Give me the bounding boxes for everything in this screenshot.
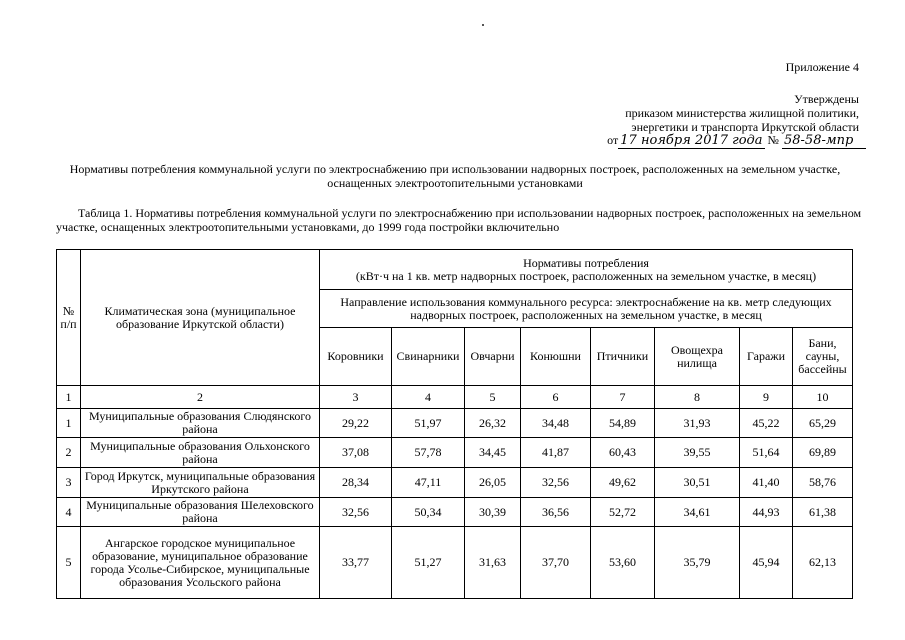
table-row bbox=[57, 438, 853, 468]
row-num: 2 bbox=[57, 438, 81, 468]
row-num: 1 bbox=[57, 409, 81, 438]
table-row bbox=[57, 498, 853, 527]
row-value: 36,56 bbox=[521, 498, 591, 527]
row-value: 45,22 bbox=[740, 409, 793, 438]
order-date: 17 ноября 2017 года bbox=[620, 133, 763, 148]
header-building: Птичники bbox=[591, 328, 655, 386]
row-zone: Ангарское городское муниципальное образование, муниципальное образование города Усолье-Сибирское, муниципальные образования Усольского района bbox=[81, 527, 320, 599]
header-building: Бани, сауны, бассейны bbox=[793, 328, 853, 386]
header-norms-line-1: Нормативы потребления bbox=[523, 255, 649, 270]
row-value: 47,11 bbox=[392, 468, 465, 498]
row-value: 53,60 bbox=[591, 527, 655, 599]
header-direction: Направление использования коммунального ресурса: электроснабжение на кв. метр следующих надворных построек, расположенных на земельном участке, в месяц bbox=[320, 290, 853, 328]
row-value: 37,08 bbox=[320, 438, 392, 468]
norms-table bbox=[56, 249, 853, 599]
row-value: 52,72 bbox=[591, 498, 655, 527]
order-from-label: от bbox=[607, 133, 619, 147]
row-value: 35,79 bbox=[655, 527, 740, 599]
row-value: 26,05 bbox=[465, 468, 521, 498]
table-row bbox=[57, 409, 853, 438]
row-zone: Муниципальные образования Ольхонского района bbox=[81, 438, 320, 468]
row-value: 30,51 bbox=[655, 468, 740, 498]
column-number: 10 bbox=[793, 386, 853, 409]
scan-dot bbox=[482, 24, 484, 26]
row-value: 34,61 bbox=[655, 498, 740, 527]
approved-label: Утверждены bbox=[794, 92, 859, 106]
header-building: Овощехра нилища bbox=[655, 328, 740, 386]
approved-by-line-1: приказом министерства жилищной политики, bbox=[625, 106, 859, 120]
row-value: 45,94 bbox=[740, 527, 793, 599]
header-zone: Климатическая зона (муниципальное образование Иркутской области) bbox=[81, 250, 320, 386]
column-number: 7 bbox=[591, 386, 655, 409]
row-value: 50,34 bbox=[392, 498, 465, 527]
row-value: 65,29 bbox=[793, 409, 853, 438]
row-value: 39,55 bbox=[655, 438, 740, 468]
row-value: 49,62 bbox=[591, 468, 655, 498]
row-value: 61,38 bbox=[793, 498, 853, 527]
document-title: Нормативы потребления коммунальной услуги по электроснабжению при использовании надворных построек, расположенных на земельном участке, оснащенных электроотопительными установками bbox=[69, 162, 841, 190]
row-value: 34,48 bbox=[521, 409, 591, 438]
row-value: 57,78 bbox=[392, 438, 465, 468]
order-line bbox=[600, 133, 866, 153]
row-num: 3 bbox=[57, 468, 81, 498]
row-value: 41,87 bbox=[521, 438, 591, 468]
column-number: 6 bbox=[521, 386, 591, 409]
row-value: 26,32 bbox=[465, 409, 521, 438]
row-value: 62,13 bbox=[793, 527, 853, 599]
row-value: 60,43 bbox=[591, 438, 655, 468]
table-row bbox=[57, 527, 853, 599]
row-value: 69,89 bbox=[793, 438, 853, 468]
row-value: 51,64 bbox=[740, 438, 793, 468]
column-number: 1 bbox=[57, 386, 81, 409]
column-number: 4 bbox=[392, 386, 465, 409]
table-caption: Таблица 1. Нормативы потребления коммунальной услуги по электроснабжению при использовании надворных построек, расположенных на земельном участке, оснащенных электроотопительными установками, до 1999 года постройки включительно bbox=[56, 206, 862, 234]
row-num: 4 bbox=[57, 498, 81, 527]
row-value: 31,93 bbox=[655, 409, 740, 438]
column-number: 5 bbox=[465, 386, 521, 409]
row-value: 29,22 bbox=[320, 409, 392, 438]
row-value: 41,40 bbox=[740, 468, 793, 498]
approved-by-line-2: энергетики и транспорта Иркутской области bbox=[631, 120, 859, 134]
row-value: 32,56 bbox=[320, 498, 392, 527]
order-number-prefix: № bbox=[767, 133, 779, 147]
header-building: Коровники bbox=[320, 328, 392, 386]
appendix-label: Приложение 4 bbox=[785, 60, 859, 74]
header-building: Свинарники bbox=[392, 328, 465, 386]
table-row bbox=[57, 468, 853, 498]
row-value: 31,63 bbox=[465, 527, 521, 599]
column-number: 8 bbox=[655, 386, 740, 409]
approval-block bbox=[560, 92, 859, 134]
row-zone: Муниципальные образования Слюдянского района bbox=[81, 409, 320, 438]
header-building: Гаражи bbox=[740, 328, 793, 386]
row-value: 33,77 bbox=[320, 527, 392, 599]
header-norms-line-2: (кВт·ч на 1 кв. метр надворных построек, расположенных на земельном участке, в месяц) bbox=[355, 268, 817, 283]
row-value: 32,56 bbox=[521, 468, 591, 498]
header-building: Овчарни bbox=[465, 328, 521, 386]
header-num: № п/п bbox=[57, 250, 81, 386]
order-number: 58-58-мпр bbox=[782, 133, 866, 149]
row-zone: Муниципальные образования Шелеховского района bbox=[81, 498, 320, 527]
column-number: 2 bbox=[81, 386, 320, 409]
column-number: 3 bbox=[320, 386, 392, 409]
row-value: 51,97 bbox=[392, 409, 465, 438]
column-number: 9 bbox=[740, 386, 793, 409]
row-value: 54,89 bbox=[591, 409, 655, 438]
row-value: 51,27 bbox=[392, 527, 465, 599]
row-num: 5 bbox=[57, 527, 81, 599]
row-value: 37,70 bbox=[521, 527, 591, 599]
row-value: 34,45 bbox=[465, 438, 521, 468]
row-zone: Город Иркутск, муниципальные образования Иркутского района bbox=[81, 468, 320, 498]
header-norms bbox=[320, 250, 853, 290]
row-value: 30,39 bbox=[465, 498, 521, 527]
row-value: 28,34 bbox=[320, 468, 392, 498]
row-value: 58,76 bbox=[793, 468, 853, 498]
row-value: 44,93 bbox=[740, 498, 793, 527]
header-building: Конюшни bbox=[521, 328, 591, 386]
